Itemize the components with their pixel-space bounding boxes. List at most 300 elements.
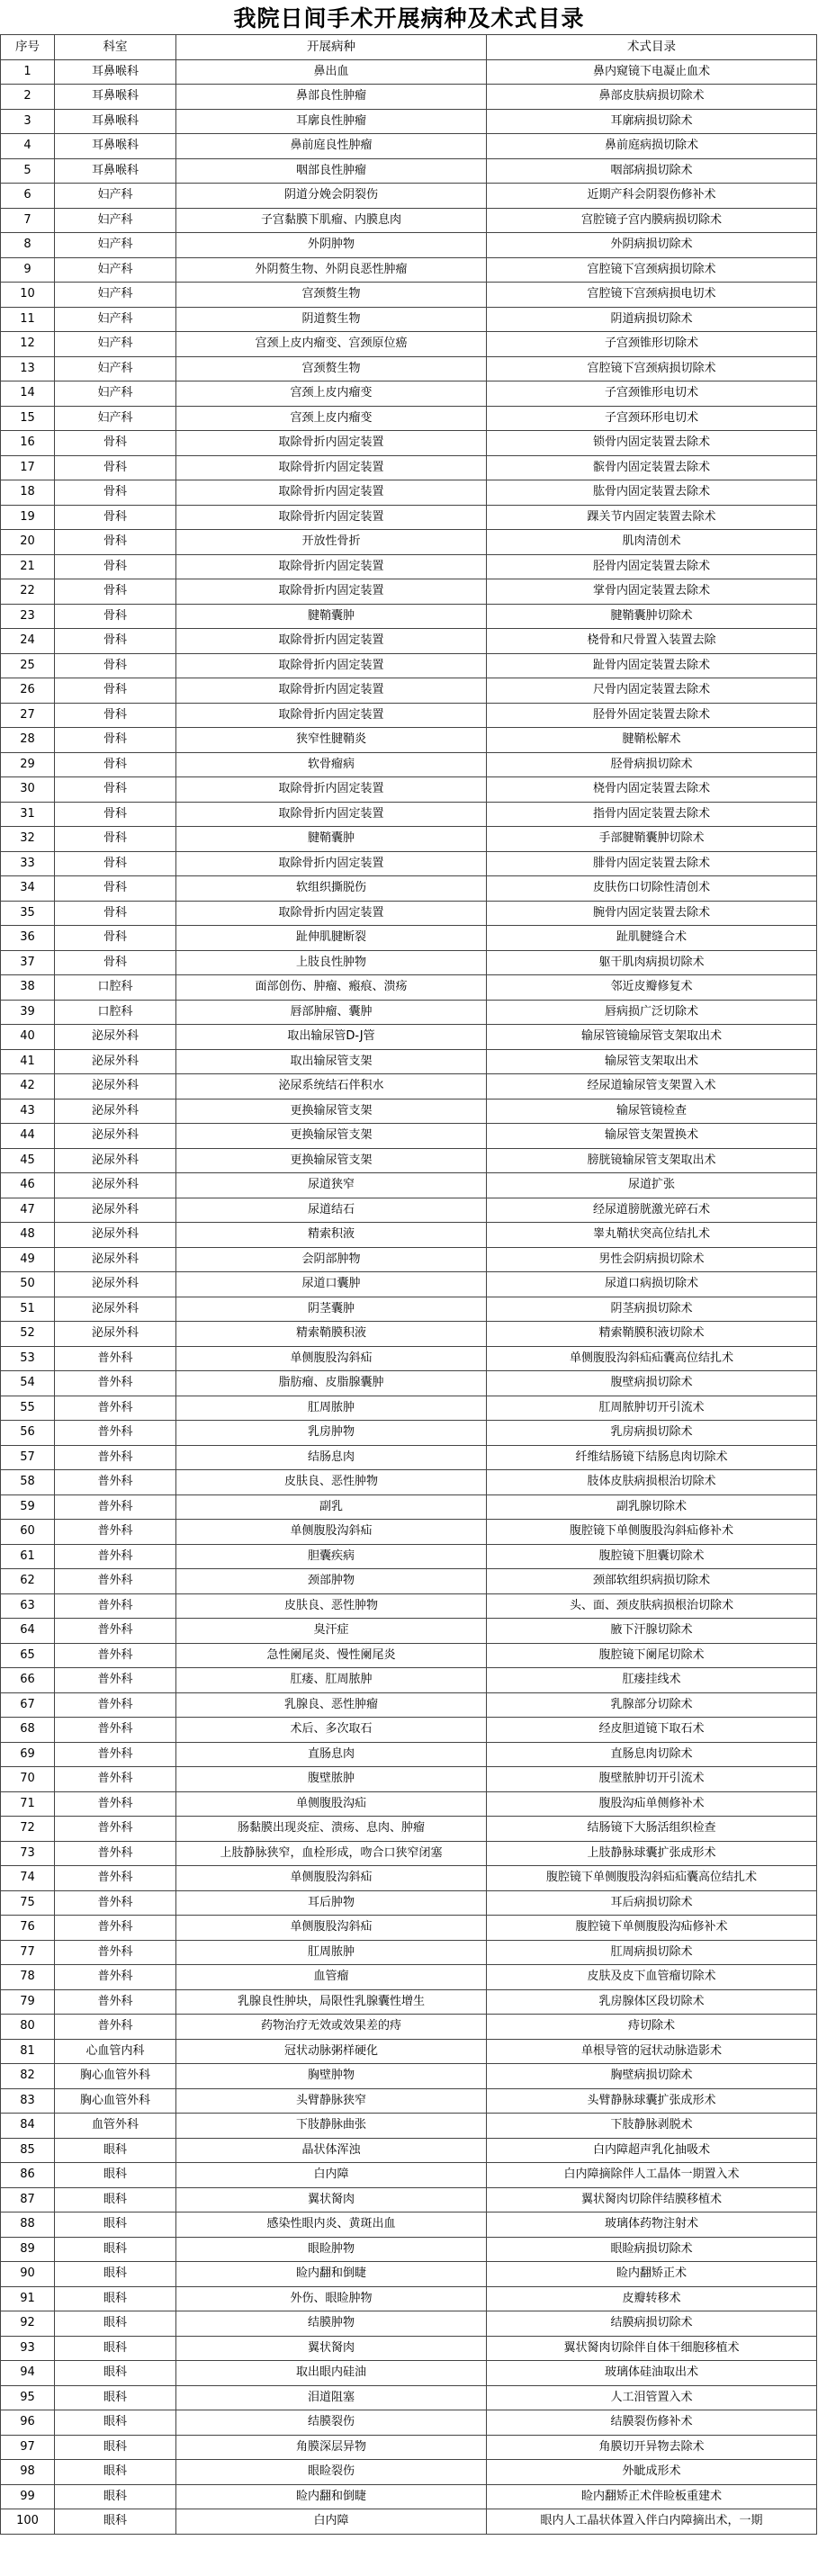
cell-procedure: 桡骨内固定装置去除术 [487, 777, 817, 803]
cell-disease: 耳廓良性肿瘤 [176, 109, 487, 134]
cell-disease: 皮肤良、恶性肿物 [176, 1470, 487, 1495]
cell-department: 泌尿外科 [55, 1173, 176, 1198]
table-row [1, 653, 817, 678]
cell-procedure: 腹腔镜下单侧腹股沟斜疝疝囊高位结扎术 [487, 1866, 817, 1891]
cell-disease: 眼睑肿物 [176, 2237, 487, 2262]
cell-procedure: 腹腔镜下胆囊切除术 [487, 1544, 817, 1569]
cell-procedure: 单根导管的冠状动脉造影术 [487, 2039, 817, 2064]
cell-department: 泌尿外科 [55, 1198, 176, 1223]
cell-disease: 上肢静脉狭窄，血栓形成，吻合口狭窄闭塞 [176, 1841, 487, 1866]
cell-index: 77 [1, 1940, 55, 1965]
table-row [1, 1940, 817, 1965]
table-row [1, 678, 817, 704]
cell-disease: 睑内翻和倒睫 [176, 2262, 487, 2287]
header-procedure: 术式目录 [487, 35, 817, 60]
table-row [1, 2262, 817, 2287]
table-row [1, 604, 817, 629]
cell-procedure: 单侧腹股沟斜疝疝囊高位结扎术 [487, 1346, 817, 1371]
cell-department: 妇产科 [55, 184, 176, 209]
cell-disease: 胸壁肿物 [176, 2064, 487, 2089]
cell-department: 眼科 [55, 2460, 176, 2485]
cell-department: 骨科 [55, 455, 176, 480]
cell-index: 83 [1, 2088, 55, 2114]
cell-disease: 肛周脓肿 [176, 1940, 487, 1965]
cell-procedure: 腹腔镜下单侧腹股沟斜疝修补术 [487, 1520, 817, 1545]
cell-procedure: 精索鞘膜积液切除术 [487, 1322, 817, 1347]
cell-procedure: 下肢静脉剥脱术 [487, 2114, 817, 2139]
cell-procedure: 上肢静脉球囊扩张成形术 [487, 1841, 817, 1866]
cell-department: 普外科 [55, 1445, 176, 1470]
cell-disease: 取出输尿管D-J管 [176, 1025, 487, 1050]
table-row [1, 2212, 817, 2238]
cell-department: 泌尿外科 [55, 1247, 176, 1272]
cell-disease: 泪道阻塞 [176, 2385, 487, 2410]
table-row [1, 134, 817, 159]
cell-department: 眼科 [55, 2509, 176, 2535]
cell-index: 72 [1, 1817, 55, 1842]
cell-department: 眼科 [55, 2311, 176, 2337]
cell-department: 眼科 [55, 2187, 176, 2212]
cell-disease: 头臂静脉狭窄 [176, 2088, 487, 2114]
cell-index: 80 [1, 2015, 55, 2040]
procedure-table [0, 34, 817, 2535]
cell-disease: 结膜肿物 [176, 2311, 487, 2337]
table-row [1, 1025, 817, 1050]
cell-procedure: 宫腔镜下宫颈病损切除术 [487, 257, 817, 283]
cell-procedure: 膀胱镜输尿管支架取出术 [487, 1148, 817, 1173]
cell-department: 普外科 [55, 1346, 176, 1371]
cell-procedure: 直肠息肉切除术 [487, 1742, 817, 1767]
cell-department: 眼科 [55, 2237, 176, 2262]
cell-disease: 脂肪瘤、皮脂腺囊肿 [176, 1371, 487, 1396]
cell-department: 口腔科 [55, 975, 176, 1001]
cell-department: 骨科 [55, 950, 176, 975]
cell-disease: 泌尿系统结石伴积水 [176, 1074, 487, 1100]
table-row [1, 1148, 817, 1173]
cell-index: 11 [1, 307, 55, 332]
cell-disease: 颈部肿物 [176, 1569, 487, 1594]
cell-procedure: 纤维结肠镜下结肠息肉切除术 [487, 1445, 817, 1470]
cell-index: 74 [1, 1866, 55, 1891]
cell-disease: 冠状动脉粥样硬化 [176, 2039, 487, 2064]
cell-procedure: 胫骨内固定装置去除术 [487, 554, 817, 579]
cell-index: 71 [1, 1791, 55, 1817]
cell-procedure: 胫骨外固定装置去除术 [487, 703, 817, 728]
cell-disease: 精索鞘膜积液 [176, 1322, 487, 1347]
cell-disease: 乳房肿物 [176, 1421, 487, 1446]
cell-index: 59 [1, 1494, 55, 1520]
cell-index: 85 [1, 2138, 55, 2163]
cell-disease: 开放性骨折 [176, 530, 487, 555]
cell-procedure: 外阴病损切除术 [487, 233, 817, 258]
cell-department: 血管外科 [55, 2114, 176, 2139]
table-row [1, 2187, 817, 2212]
cell-disease: 肠黏膜出现炎症、溃疡、息肉、肿瘤 [176, 1817, 487, 1842]
cell-index: 78 [1, 1965, 55, 1990]
table-row [1, 1272, 817, 1297]
cell-disease: 狭窄性腱鞘炎 [176, 728, 487, 753]
cell-department: 骨科 [55, 926, 176, 951]
cell-disease: 药物治疗无效或效果差的痔 [176, 2015, 487, 2040]
cell-index: 96 [1, 2410, 55, 2436]
cell-index: 23 [1, 604, 55, 629]
cell-disease: 上肢良性肿物 [176, 950, 487, 975]
cell-index: 43 [1, 1099, 55, 1124]
cell-disease: 取除骨折内固定装置 [176, 431, 487, 456]
table-row [1, 2336, 817, 2361]
cell-procedure: 鼻前庭病损切除术 [487, 134, 817, 159]
cell-department: 骨科 [55, 752, 176, 777]
cell-index: 37 [1, 950, 55, 975]
cell-department: 普外科 [55, 1470, 176, 1495]
cell-disease: 子宫黏膜下肌瘤、内膜息肉 [176, 208, 487, 233]
cell-procedure: 踝关节内固定装置去除术 [487, 505, 817, 530]
cell-disease: 翼状胬肉 [176, 2187, 487, 2212]
cell-index: 46 [1, 1173, 55, 1198]
cell-index: 12 [1, 332, 55, 357]
cell-index: 69 [1, 1742, 55, 1767]
cell-disease: 取出眼内硅油 [176, 2361, 487, 2386]
table-row [1, 1396, 817, 1421]
cell-disease: 取除骨折内固定装置 [176, 629, 487, 654]
cell-procedure: 经皮胆道镜下取石术 [487, 1718, 817, 1743]
cell-index: 30 [1, 777, 55, 803]
cell-procedure: 经尿道输尿管支架置入术 [487, 1074, 817, 1100]
cell-disease: 尿道结石 [176, 1198, 487, 1223]
cell-department: 骨科 [55, 678, 176, 704]
cell-disease: 取除骨折内固定装置 [176, 777, 487, 803]
cell-department: 普外科 [55, 1396, 176, 1421]
cell-procedure: 胸壁病损切除术 [487, 2064, 817, 2089]
header-department: 科室 [55, 35, 176, 60]
table-row [1, 2237, 817, 2262]
cell-department: 骨科 [55, 431, 176, 456]
table-row [1, 1817, 817, 1842]
table-row [1, 1866, 817, 1891]
cell-procedure: 尿道口病损切除术 [487, 1272, 817, 1297]
cell-index: 25 [1, 653, 55, 678]
table-row [1, 257, 817, 283]
cell-disease: 外阴肿物 [176, 233, 487, 258]
cell-procedure: 结膜裂伤修补术 [487, 2410, 817, 2436]
table-row [1, 2015, 817, 2040]
cell-index: 86 [1, 2163, 55, 2188]
cell-department: 骨科 [55, 851, 176, 876]
cell-procedure: 输尿管支架置换术 [487, 1124, 817, 1149]
cell-department: 骨科 [55, 604, 176, 629]
table-row [1, 1791, 817, 1817]
cell-index: 53 [1, 1346, 55, 1371]
cell-index: 13 [1, 356, 55, 381]
table-row [1, 1841, 817, 1866]
cell-index: 97 [1, 2435, 55, 2460]
table-row [1, 1297, 817, 1322]
cell-department: 骨科 [55, 728, 176, 753]
cell-department: 骨科 [55, 530, 176, 555]
cell-disease: 阴道赘生物 [176, 307, 487, 332]
table-row [1, 1000, 817, 1025]
cell-index: 54 [1, 1371, 55, 1396]
cell-procedure: 白内障摘除伴人工晶体一期置入术 [487, 2163, 817, 2188]
cell-procedure: 角膜切开异物去除术 [487, 2435, 817, 2460]
cell-department: 骨科 [55, 901, 176, 926]
table-row [1, 2064, 817, 2089]
cell-department: 骨科 [55, 777, 176, 803]
cell-index: 60 [1, 1520, 55, 1545]
cell-index: 8 [1, 233, 55, 258]
cell-department: 泌尿外科 [55, 1322, 176, 1347]
cell-department: 普外科 [55, 1692, 176, 1718]
cell-index: 70 [1, 1767, 55, 1792]
cell-department: 普外科 [55, 1593, 176, 1619]
table-row [1, 530, 817, 555]
table-row [1, 2114, 817, 2139]
cell-procedure: 腹腔镜下单侧腹股沟疝修补术 [487, 1916, 817, 1941]
table-row [1, 2460, 817, 2485]
cell-disease: 取除骨折内固定装置 [176, 505, 487, 530]
cell-disease: 鼻出血 [176, 59, 487, 85]
cell-disease: 精索积液 [176, 1223, 487, 1248]
cell-index: 34 [1, 876, 55, 902]
table-row [1, 1916, 817, 1941]
cell-department: 眼科 [55, 2484, 176, 2509]
cell-index: 90 [1, 2262, 55, 2287]
cell-disease: 单侧腹股沟斜疝 [176, 1866, 487, 1891]
cell-disease: 腱鞘囊肿 [176, 827, 487, 852]
cell-procedure: 外眦成形术 [487, 2460, 817, 2485]
cell-procedure: 腹壁病损切除术 [487, 1371, 817, 1396]
cell-index: 56 [1, 1421, 55, 1446]
table-row [1, 1742, 817, 1767]
cell-index: 4 [1, 134, 55, 159]
table-row [1, 2509, 817, 2535]
table-row [1, 332, 817, 357]
cell-department: 普外科 [55, 1718, 176, 1743]
table-row [1, 1593, 817, 1619]
cell-index: 55 [1, 1396, 55, 1421]
cell-disease: 鼻前庭良性肿瘤 [176, 134, 487, 159]
table-row [1, 2385, 817, 2410]
cell-procedure: 结膜病损切除术 [487, 2311, 817, 2337]
cell-procedure: 皮肤伤口切除性清创术 [487, 876, 817, 902]
cell-procedure: 桡骨和尺骨置入装置去除 [487, 629, 817, 654]
cell-disease: 乳腺良性肿块，局限性乳腺囊性增生 [176, 1989, 487, 2015]
cell-index: 33 [1, 851, 55, 876]
cell-index: 47 [1, 1198, 55, 1223]
cell-index: 89 [1, 2237, 55, 2262]
cell-index: 7 [1, 208, 55, 233]
cell-index: 15 [1, 406, 55, 431]
cell-procedure: 经尿道膀胱激光碎石术 [487, 1198, 817, 1223]
cell-index: 98 [1, 2460, 55, 2485]
table-header-row [1, 35, 817, 60]
cell-disease: 肛瘘、肛周脓肿 [176, 1668, 487, 1693]
cell-index: 38 [1, 975, 55, 1001]
cell-department: 普外科 [55, 1989, 176, 2015]
cell-disease: 取除骨折内固定装置 [176, 653, 487, 678]
cell-department: 耳鼻喉科 [55, 134, 176, 159]
cell-department: 骨科 [55, 653, 176, 678]
cell-procedure: 头、面、颈皮肤病损根治切除术 [487, 1593, 817, 1619]
cell-procedure: 结肠镜下大肠活组织检查 [487, 1817, 817, 1842]
cell-procedure: 白内障超声乳化抽吸术 [487, 2138, 817, 2163]
cell-index: 27 [1, 703, 55, 728]
cell-procedure: 子宫颈锥形切除术 [487, 332, 817, 357]
cell-department: 普外科 [55, 1668, 176, 1693]
cell-disease: 更换输尿管支架 [176, 1148, 487, 1173]
cell-index: 68 [1, 1718, 55, 1743]
table-row [1, 283, 817, 308]
cell-department: 普外科 [55, 1421, 176, 1446]
cell-disease: 软组织撕脱伤 [176, 876, 487, 902]
cell-procedure: 眼内人工晶状体置入伴白内障摘出术，一期 [487, 2509, 817, 2535]
cell-department: 骨科 [55, 629, 176, 654]
cell-procedure: 尿道扩张 [487, 1173, 817, 1198]
cell-procedure: 肱骨内固定装置去除术 [487, 480, 817, 506]
cell-department: 泌尿外科 [55, 1272, 176, 1297]
table-row [1, 1247, 817, 1272]
cell-disease: 外阴赘生物、外阴良恶性肿瘤 [176, 257, 487, 283]
table-row [1, 1074, 817, 1100]
cell-department: 普外科 [55, 1916, 176, 1941]
cell-index: 18 [1, 480, 55, 506]
cell-disease: 阴道分娩会阴裂伤 [176, 184, 487, 209]
cell-disease: 臭汗症 [176, 1619, 487, 1644]
cell-index: 26 [1, 678, 55, 704]
cell-index: 79 [1, 1989, 55, 2015]
table-row [1, 1767, 817, 1792]
cell-department: 眼科 [55, 2385, 176, 2410]
cell-disease: 会阴部肿物 [176, 1247, 487, 1272]
cell-department: 骨科 [55, 827, 176, 852]
cell-index: 93 [1, 2336, 55, 2361]
cell-index: 19 [1, 505, 55, 530]
header-disease: 开展病种 [176, 35, 487, 60]
cell-department: 普外科 [55, 1619, 176, 1644]
table-row [1, 2088, 817, 2114]
cell-disease: 取除骨折内固定装置 [176, 678, 487, 704]
cell-disease: 晶状体浑浊 [176, 2138, 487, 2163]
cell-department: 耳鼻喉科 [55, 59, 176, 85]
cell-department: 妇产科 [55, 406, 176, 431]
table-row [1, 59, 817, 85]
cell-procedure: 男性会阴病损切除术 [487, 1247, 817, 1272]
table-row [1, 1668, 817, 1693]
cell-department: 骨科 [55, 480, 176, 506]
cell-department: 眼科 [55, 2262, 176, 2287]
cell-department: 泌尿外科 [55, 1049, 176, 1074]
cell-disease: 腹壁脓肿 [176, 1767, 487, 1792]
cell-department: 眼科 [55, 2286, 176, 2311]
table-row [1, 901, 817, 926]
table-row [1, 1124, 817, 1149]
cell-disease: 感染性眼内炎、黄斑出血 [176, 2212, 487, 2238]
table-row [1, 109, 817, 134]
cell-procedure: 腓骨内固定装置去除术 [487, 851, 817, 876]
cell-department: 耳鼻喉科 [55, 158, 176, 184]
cell-procedure: 腹壁脓肿切开引流术 [487, 1767, 817, 1792]
cell-disease: 咽部良性肿瘤 [176, 158, 487, 184]
cell-disease: 结肠息肉 [176, 1445, 487, 1470]
cell-index: 73 [1, 1841, 55, 1866]
cell-department: 普外科 [55, 1569, 176, 1594]
table-row [1, 2163, 817, 2188]
cell-department: 妇产科 [55, 307, 176, 332]
cell-procedure: 唇病损广泛切除术 [487, 1000, 817, 1025]
cell-department: 普外科 [55, 2015, 176, 2040]
cell-department: 眼科 [55, 2410, 176, 2436]
cell-index: 36 [1, 926, 55, 951]
table-row [1, 1371, 817, 1396]
cell-procedure: 尺骨内固定装置去除术 [487, 678, 817, 704]
cell-index: 2 [1, 85, 55, 110]
cell-index: 50 [1, 1272, 55, 1297]
cell-index: 17 [1, 455, 55, 480]
cell-disease: 角膜深层异物 [176, 2435, 487, 2460]
cell-index: 95 [1, 2385, 55, 2410]
cell-index: 99 [1, 2484, 55, 2509]
header-index: 序号 [1, 35, 55, 60]
cell-department: 普外科 [55, 1742, 176, 1767]
cell-disease: 宫颈赘生物 [176, 283, 487, 308]
cell-department: 泌尿外科 [55, 1099, 176, 1124]
cell-index: 65 [1, 1643, 55, 1668]
table-row [1, 1322, 817, 1347]
cell-department: 骨科 [55, 703, 176, 728]
table-row [1, 1544, 817, 1569]
cell-disease: 乳腺良、恶性肿瘤 [176, 1692, 487, 1718]
cell-department: 普外科 [55, 1544, 176, 1569]
cell-disease: 单侧腹股沟斜疝 [176, 1520, 487, 1545]
cell-department: 泌尿外科 [55, 1148, 176, 1173]
cell-disease: 白内障 [176, 2163, 487, 2188]
table-row [1, 802, 817, 827]
table-row [1, 876, 817, 902]
cell-department: 泌尿外科 [55, 1074, 176, 1100]
cell-disease: 取出输尿管支架 [176, 1049, 487, 1074]
cell-index: 87 [1, 2187, 55, 2212]
cell-department: 骨科 [55, 505, 176, 530]
cell-procedure: 耳廓病损切除术 [487, 109, 817, 134]
cell-procedure: 输尿管镜输尿管支架取出术 [487, 1025, 817, 1050]
table-row [1, 554, 817, 579]
cell-disease: 取除骨折内固定装置 [176, 579, 487, 605]
cell-disease: 尿道狭窄 [176, 1173, 487, 1198]
cell-disease: 腱鞘囊肿 [176, 604, 487, 629]
table-row [1, 579, 817, 605]
cell-index: 31 [1, 802, 55, 827]
table-row [1, 1965, 817, 1990]
table-row [1, 208, 817, 233]
cell-procedure: 子宫颈锥形电切术 [487, 381, 817, 407]
cell-index: 94 [1, 2361, 55, 2386]
cell-disease: 更换输尿管支架 [176, 1099, 487, 1124]
cell-index: 75 [1, 1890, 55, 1916]
table-row [1, 629, 817, 654]
cell-index: 57 [1, 1445, 55, 1470]
cell-procedure: 肛周病损切除术 [487, 1940, 817, 1965]
cell-procedure: 指骨内固定装置去除术 [487, 802, 817, 827]
cell-disease: 翼状胬肉 [176, 2336, 487, 2361]
cell-index: 66 [1, 1668, 55, 1693]
cell-department: 普外科 [55, 1371, 176, 1396]
cell-index: 51 [1, 1297, 55, 1322]
cell-department: 骨科 [55, 579, 176, 605]
table-row [1, 1346, 817, 1371]
cell-procedure: 腹腔镜下阑尾切除术 [487, 1643, 817, 1668]
cell-department: 眼科 [55, 2163, 176, 2188]
cell-procedure: 输尿管镜检查 [487, 1099, 817, 1124]
